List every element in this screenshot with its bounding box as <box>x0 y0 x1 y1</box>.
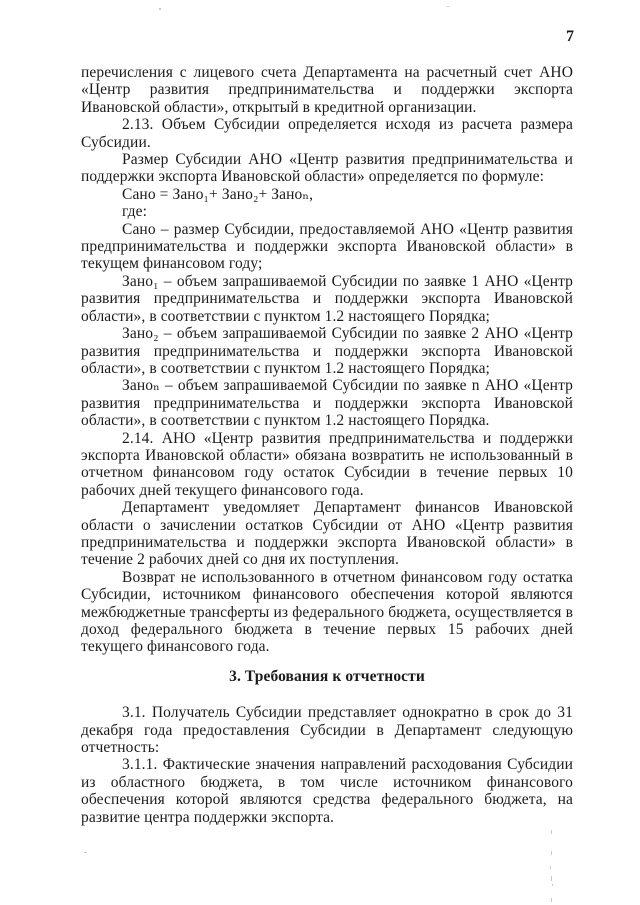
scan-edge-mark <box>551 851 552 855</box>
paragraph: Заноₙ – объем запрашиваемой Субсидии по заявке n АНО «Центр развития предпринимательства и поддержки экспорта Ивановской области», в соответствии с пунктом 1.2 настоящего Порядка. <box>81 377 573 430</box>
paragraph: Сано = Зано₁+ Зано₂+ Заноₙ, <box>122 185 314 203</box>
paragraph: 2.13. Объем Субсидии определяется исходя из расчета размера Субсидии. <box>81 116 573 151</box>
paragraph: Размер Субсидии АНО «Центр развития предпринимательства и поддержки экспорта Ивановской области» определяется по формуле: <box>81 151 573 186</box>
scan-edge-mark <box>551 876 552 881</box>
paragraph: перечисления с лицевого счета Департамента на расчетный счет АНО «Центр развития предпринимательства и поддержки экспорта Ивановской области», открытый в кредитной организации. <box>81 64 573 116</box>
document-body <box>81 64 573 826</box>
paragraph: Возврат не использованного в отчетном финансовом году остатка Субсидии, источником финансового обеспечения которой являются межбюджетные трансферты из федерального бюджета, осуществляется в доход федерального бюджета в течение первых 15 рабочих дней текущего финансового года. <box>81 568 573 656</box>
section-heading: 3. Требования к отчетности <box>229 667 425 685</box>
paragraph: 3.1.1. Фактические значения направлений расходования Субсидии из областного бюджета, в том числе источником финансового обеспечения которой являются средства федерального бюджета, на развитие центра поддержки экспорта. <box>81 756 573 826</box>
scan-edge-mark <box>552 884 553 886</box>
paragraph: Зано₂ – объем запрашиваемой Субсидии по заявке 2 АНО «Центр развития предпринимательства и поддержки экспорта Ивановской области», в соответствии с пунктом 1.2 настоящего Порядка; <box>81 325 573 377</box>
scan-edge-mark <box>550 866 551 869</box>
paragraph: где: <box>122 203 148 221</box>
scan-speck <box>84 852 87 853</box>
scan-speck <box>447 6 449 7</box>
page-number: 7 <box>566 28 574 45</box>
paragraph: 3.1. Получатель Субсидии представляет однократно в срок до 31 декабря года предоставления Субсидии в Департамент следующую отчетность: <box>81 704 573 757</box>
scan-edge-mark <box>551 898 552 902</box>
paragraph: Сано – размер Субсидии, предоставляемой АНО «Центр развития предпринимательства и поддержки экспорта Ивановской области» в текущем финансовом году; <box>81 220 573 273</box>
paragraph: Зано₁ – объем запрашиваемой Субсидии по заявке 1 АНО «Центр развития предпринимательства и поддержки экспорта Ивановской области», в соответствии с пунктом 1.2 настоящего Порядка; <box>81 272 573 325</box>
paragraph: 2.14. АНО «Центр развития предпринимательства и поддержки экспорта Ивановской области» обязана возвратить не использованный в отчетном финансовом году остаток Субсидии в течение первых 10 рабочих дней текущего финансового года. <box>81 429 573 499</box>
scan-edge-mark <box>551 830 552 834</box>
scan-speck <box>159 8 161 10</box>
paragraph: Департамент уведомляет Департамент финансов Ивановской области о зачислении остатков Субсидии от АНО «Центр развития предпринимательства и поддержки экспорта Ивановской области» в течение 2 рабочих дней со дня их поступления. <box>81 499 573 569</box>
